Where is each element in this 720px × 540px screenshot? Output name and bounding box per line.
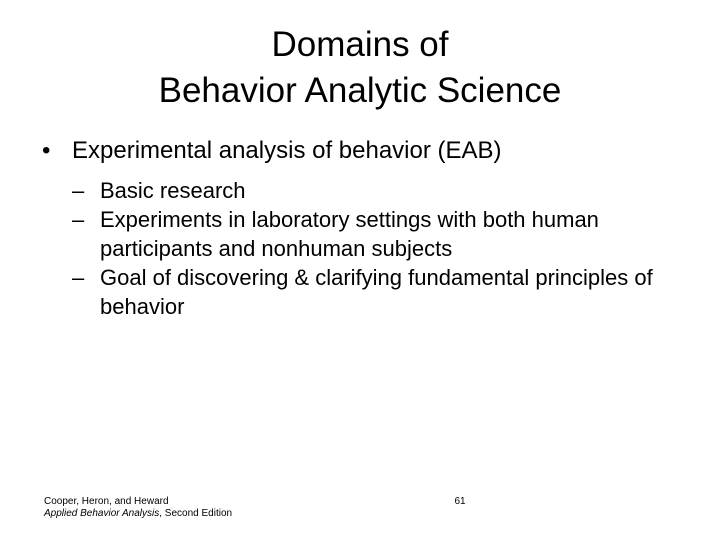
page-number: 61 xyxy=(454,496,466,507)
bullet-text: Experimental analysis of behavior (EAB) xyxy=(72,137,502,164)
sub-item-text: Experiments in laboratory settings with both human participants and nonhuman subjects xyxy=(100,207,599,261)
sub-item-goal xyxy=(72,263,712,321)
slide-title xyxy=(0,22,720,114)
sub-item-text: Goal of discovering & clarifying fundamental principles of behavior xyxy=(100,265,653,319)
title-line-2: Behavior Analytic Science xyxy=(158,71,562,110)
footer-authors: Cooper, Heron, and Heward xyxy=(44,496,169,507)
footer-book-line xyxy=(44,508,232,520)
dash-marker: – xyxy=(72,207,85,232)
bullet-marker: • xyxy=(42,137,51,164)
sub-bullet-list xyxy=(72,176,712,321)
sub-item-basic-research xyxy=(72,176,712,205)
dash-marker: – xyxy=(72,178,85,203)
sub-item-experiments xyxy=(72,205,712,263)
footer-book-title: Applied Behavior Analysis xyxy=(44,508,160,519)
sub-item-text: Basic research xyxy=(100,178,246,203)
footer-credit xyxy=(44,496,232,520)
footer-edition: , Second Edition xyxy=(159,508,233,519)
title-line-1: Domains of xyxy=(271,25,449,64)
bullet-item-eab xyxy=(42,136,702,166)
dash-marker: – xyxy=(72,265,85,290)
